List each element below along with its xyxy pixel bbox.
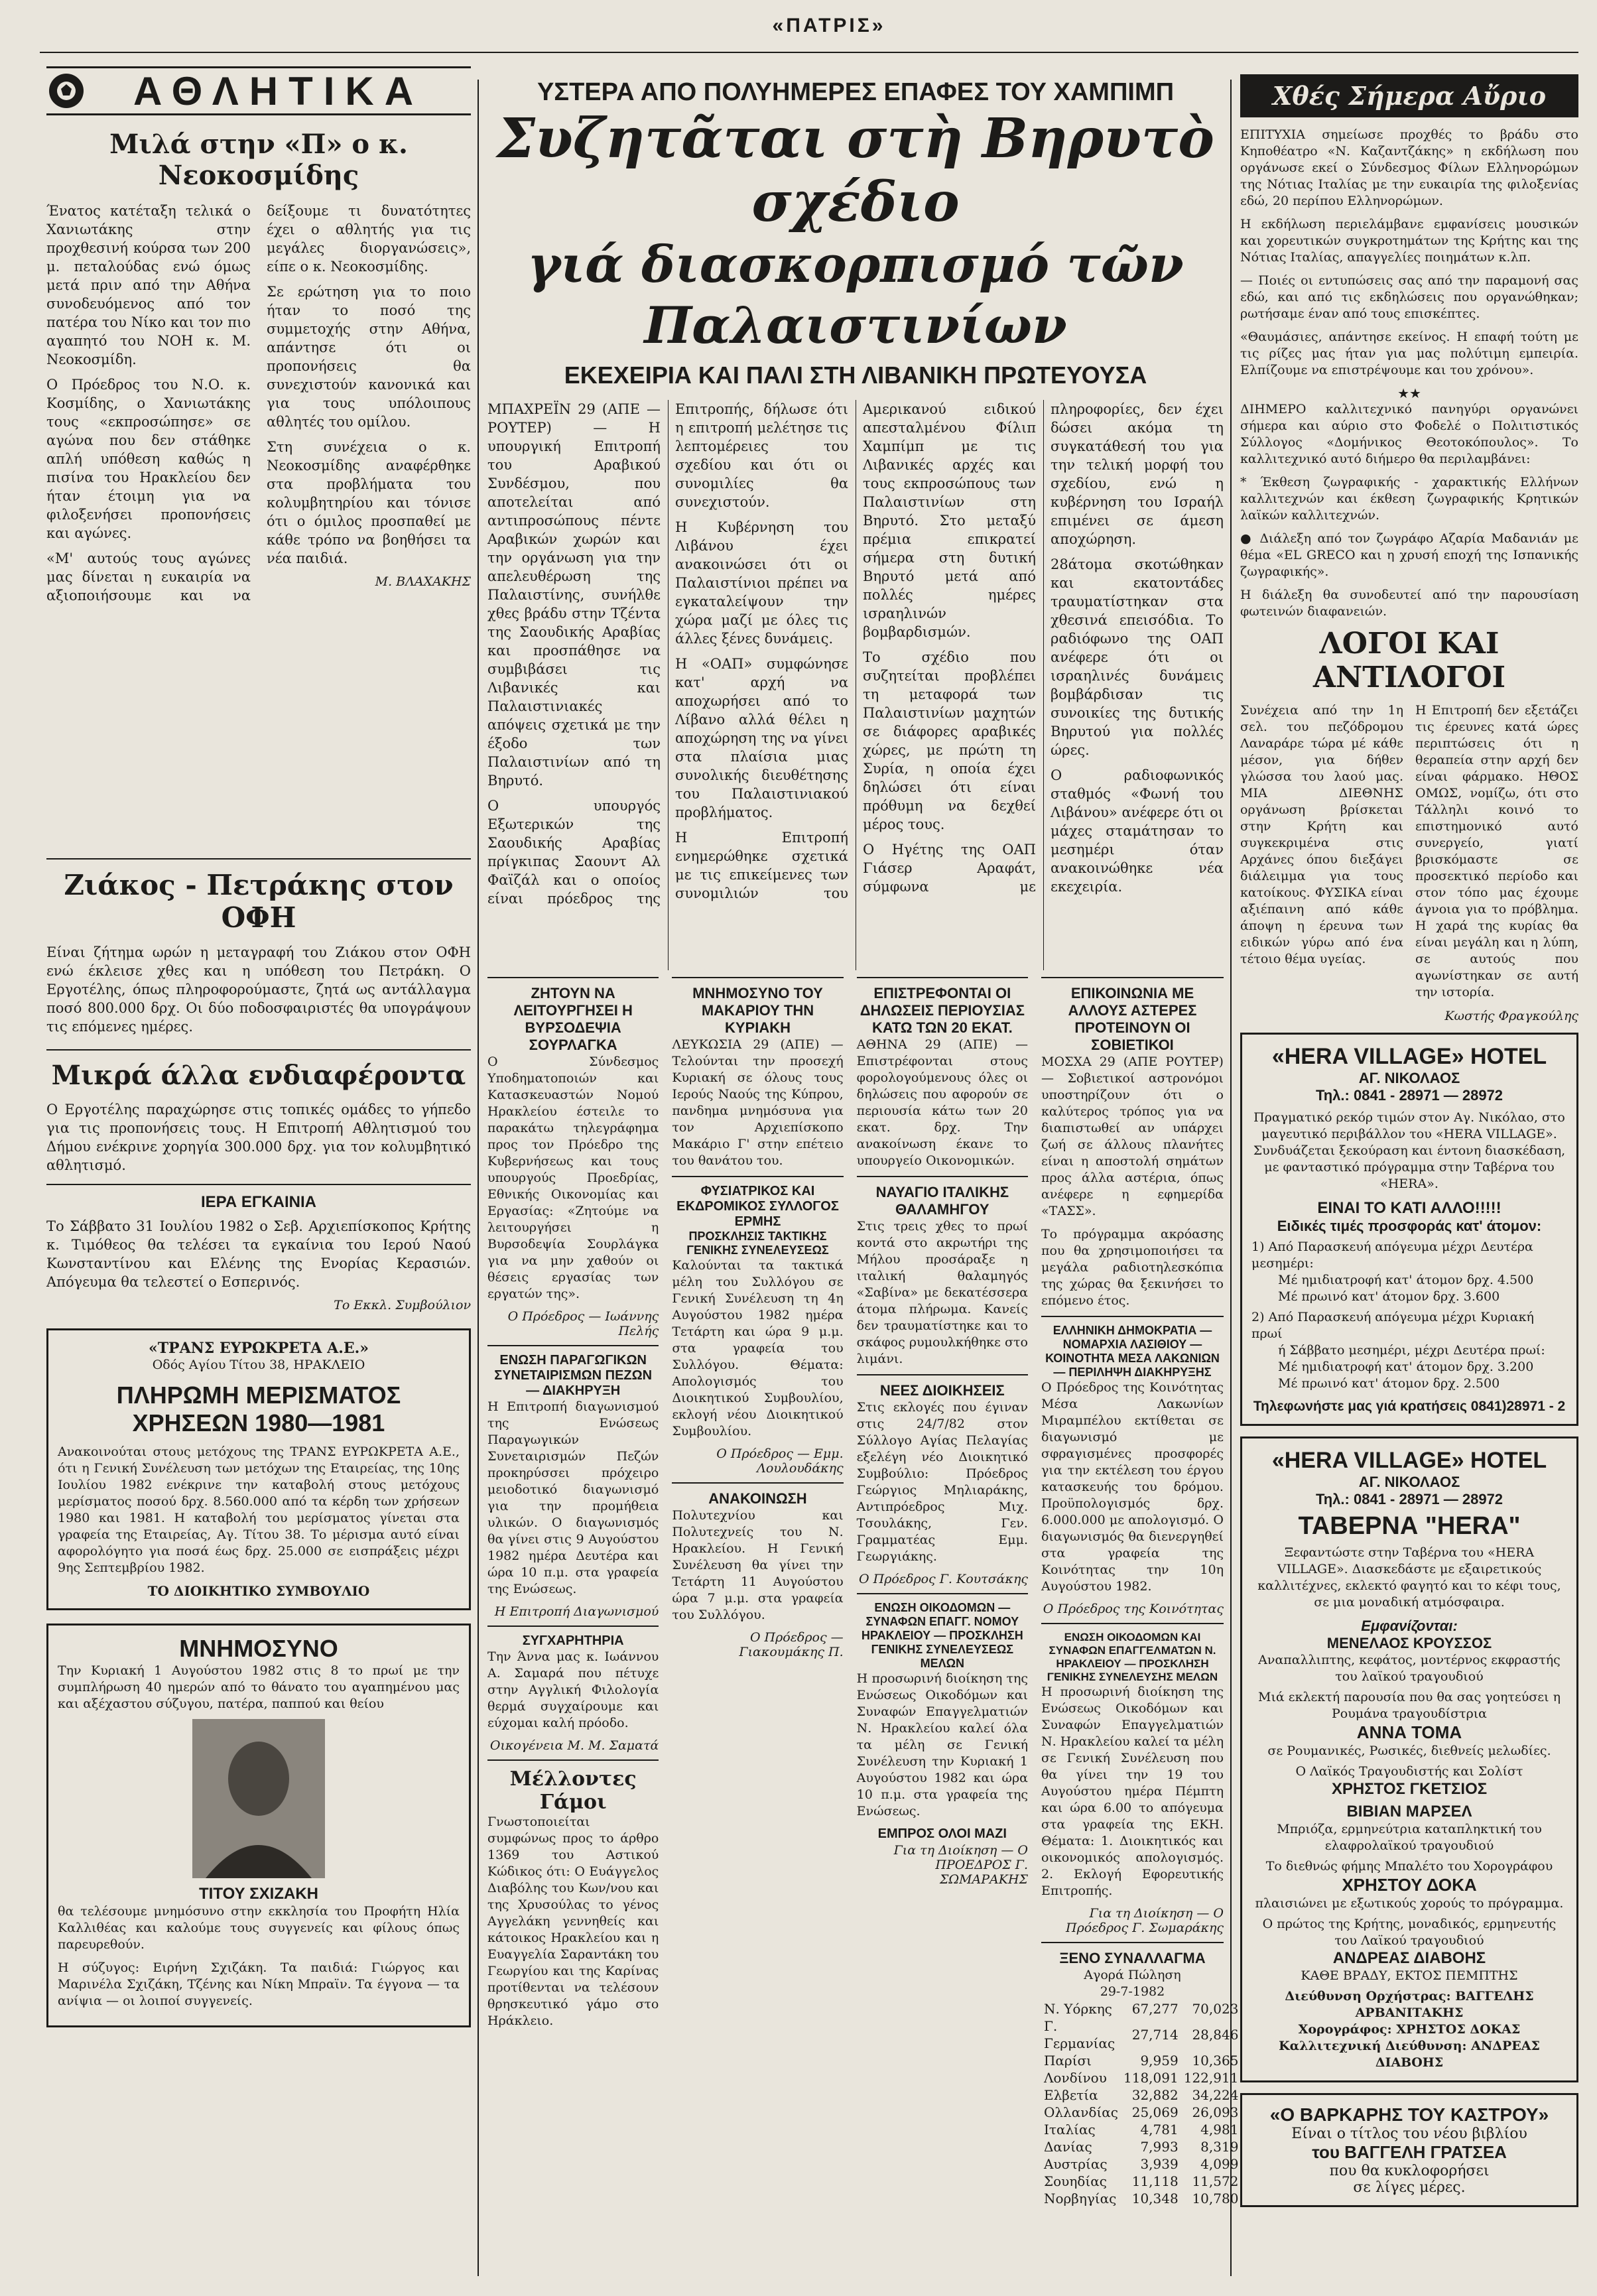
- union-headline: ΕΝΩΣΗ ΟΙΚΟΔΟΜΩΝ — ΣΥΝΑΦΩΝ ΕΠΑΓΓ. ΝΟΜΟΥ ΗΡΑΚΛΕΙΟΥ — ΠΡΟΣΚΛΗΣΗ ΓΕΝΙΚΗΣ ΣΥΝΕΛΕΥΣΕΩΣ ΜΕΛΩΝ: [857, 1593, 1028, 1671]
- sports-signature: Μ. ΒΛΑΧΑΚΗΣ: [375, 574, 471, 589]
- fx-row: [1041, 2155, 1241, 2173]
- congrats-body: Την Άννα μας κ. Ιωάννου Α. Σαμαρά που πέτυχε στην Αγγλική Φιλολογία θερμά συγχαίρουμε και εύχομαι καλή πρόοδο.: [487, 1649, 659, 1730]
- fx-currency: Νορβηγίας: [1043, 2191, 1117, 2206]
- fx-buy: 67,277: [1131, 2001, 1179, 2017]
- lower-col-a: [487, 977, 659, 2207]
- today-paragraph: ΕΠΙΤΥΧΙΑ σημείωσε προχθές το βράδυ στο Κηποθέατρο «Ν. Καζαντζάκης» η εκδήλωση που οργάνωσε εκεί ο Σύνδεσμος Φίλων Ελληνορώμων της Νότιας Ιταλίας με την ευκαιρία της φιλοξενίας εδώ, 20 περίπου Ελληνορώμων.: [1240, 127, 1578, 208]
- main-paragraph: ΜΠΑΧΡΕΪΝ 29 (ΑΠΕ — ΡΟΥΤΕΡ) — Η υπουργική Επιτροπή του Αραβικού Συνδέσμου, που αποτελείται από αντιπροσώπους πέντε Αραβικών χωρών και την οργάνωση για την απελευθέρωση της Παλαιστίνης, συνήλθε χθες βράδυ στην Τζέντα της Σαουδικής Αραβίας και προσπάθησε να συμβιβάσει τις Λιβανικές και Παλαιστινιακές απόψεις σχετικά με την έξοδο των Παλαιστινίων από τη Βηρυτό.: [487, 401, 661, 789]
- main-paragraph: Ο Ηγέτης της ΟΑΠ Γιάσερ Αραφάτ, σύμφωνα με πληροφορίες, δεν έχει δώσει ακόμα τη συγκατάθεσή του για την τελική μορφή του σχεδίου, ενώ η κυβέρνηση του Ισραήλ επιμένει σε άμεση αποχώρηση.: [863, 401, 1224, 895]
- artist-note: σε Ρουμανικές, Ρωσικές, διεθνείς μελωδίες.: [1267, 1744, 1551, 1758]
- dividend-signature: ΤΟ ΔΙΟΙΚΗΤΙΚΟ ΣΥΜΒΟΥΛΙΟ: [147, 1583, 370, 1599]
- tannery-signature: Ο Πρόεδρος — Ιωάννης Πελής: [507, 1309, 659, 1338]
- memorial-body-2: θα τελέσουμε μνημόσυνο στην εκκλησία του Προφήτη Ηλία Καλλιθέας και καλούμε τους συγγενείς και φίλους όπως παρευρεθούν.: [58, 1904, 460, 1952]
- farm-body: Η Επιτροπή διαγωνισμού της Ενώσεως Παραγωγικών Συνεταιρισμών Πεζών προκηρύσσει πρόχειρο μειοδοτικό διαγωνισμό για την προμήθεια υλικών. Ο διαγωνισμός θα γίνει στις 9 Αυγούστου 1982 ημέρα Δευτέρα και ώρα 10 π.μ. στα γραφεία της Ενώσεως.: [487, 1399, 659, 1596]
- memorial-notice: [46, 1624, 471, 2027]
- union-body: Η προσωρινή διοίκηση της Ενώσεως Οικοδόμων και Συναφών Επαγγελματιών Ν. Ηρακλείου καλεί όλα τα μέλη σε Γενική Συνέλευση την Κυριακή 1 Αυγούστου 1982 και ώρα 10 π.μ. στα γραφεία της Ενώσεως.: [856, 1671, 1028, 1818]
- lower-col-d: [1041, 977, 1239, 2207]
- returns-body: ΑΘΗΝΑ 29 (ΑΠΕ) — Επιστρέφονται στους φορολογούμενους όλες οι δηλώσεις που αφορούν σε περιουσία κάτω των 20 εκατ. δρχ. Την ανακοίνωση έκανε το υπουργείο Οικονομικών.: [856, 1037, 1028, 1168]
- fx-currency: Λονδίνου: [1043, 2070, 1107, 2086]
- today-banner: Χθές Σήμερα Αὔριο: [1240, 74, 1578, 117]
- fx-row: [1041, 2104, 1241, 2121]
- union-signature: Για τη Διοίκηση — Ο ΠΡΟΕΔΡΟΣ Γ. ΣΩΜΑΡΑΚΗΣ: [893, 1843, 1028, 1887]
- small-items-body: Ο Εργοτέλης παραχώρησε στις τοπικές ομάδες το γήπεδο για τις προπονήσεις τους. Η Επιτροπή Αθλητισμού του Δήμου ενέκρινε χορηγία 300.000 δρχ. για τον κολυμβητικό αθλητισμό.: [46, 1102, 471, 1173]
- artist-note: πλαισιώνει με εξωτικούς χορούς το πρόγραμμα.: [1255, 1896, 1564, 1911]
- memorial-family: Η σύζυγος: Ειρήνη Σχιζάκη. Τα παιδιά: Γιώργος και Μαρινέλα Σχιζάκη, Τζένης και Νίκη Μπραϊν. Τα έγγονα — τα ανίψια — οι λοιποί συγγενείς.: [58, 1960, 460, 2008]
- fx-row: [1041, 2017, 1241, 2052]
- artist-name: ΜΕΝΕΛΑΟΣ ΚΡΟΥΣΣΟΣ: [1326, 1635, 1492, 1651]
- fx-buy: 10,348: [1131, 2191, 1179, 2206]
- soviet-headline: ΕΠΙΚΟΙΝΩΝΙΑ ΜΕ ΑΛΛΟΥΣ ΑΣΤΕΡΕΣ ΠΡΟΤΕΙΝΟΥΝ ΟΙ ΣΟΒΙΕΤΙΚΟΙ: [1041, 977, 1224, 1054]
- main-headline: Συζητᾶται στὴ Βηρυτὸ σχέδιο: [497, 107, 1214, 234]
- memorial-name: ΤΙΤΟΥ ΣΧΙΖΑΚΗ: [199, 1885, 318, 1903]
- artist-note: Αναπαλλιπτης, κεφάτος, μοντέρνος εκφραστής του λαϊκού τραγουδιού: [1258, 1653, 1561, 1684]
- dividend-company: «ΤΡΑΝΣ ΕΥΡΩΚΡΕΤΑ Α.Ε.»: [148, 1340, 369, 1357]
- book-line: Είναι ο τίτλος του νέου βιβλίου: [1291, 2126, 1527, 2142]
- main-subhead: ΕΚΕΧΕΙΡΙΑ ΚΑΙ ΠΑΛΙ ΣΤΗ ΛΙΒΑΝΙΚΗ ΠΡΩΤΕΥΟΥΣΑ: [564, 361, 1147, 389]
- fx-sell: 4,099: [1200, 2156, 1239, 2172]
- fx-buy: 9,959: [1140, 2053, 1179, 2069]
- fx-sell: 8,319: [1200, 2139, 1239, 2155]
- right-column: [1240, 66, 1578, 2281]
- transfer-headline: Ζιάκος - Πετράκης στον ΟΦΗ: [46, 858, 471, 934]
- book-ad: [1240, 2093, 1578, 2207]
- book-line: που θα κυκλοφορήσει: [1329, 2163, 1490, 2179]
- fx-buy: 4,781: [1140, 2122, 1179, 2137]
- credit-line: Καλλιτεχνική Διεύθυνση: ΑΝΔΡΕΑΣ ΔΙΑΒΟΗΣ: [1279, 2039, 1540, 2070]
- price-line: Μέ ημιδιατροφή κατ' άτομον δρχ. 4.500: [1278, 1273, 1534, 1287]
- today-paragraph: * Έκθεση ζωγραφικής - χαρακτικής Ελλήνων καλλιτεχνών και έκθεση ζωγραφικής Κρητικών λαϊκών καλλιτεχνών.: [1240, 475, 1578, 523]
- union2-headline: ΕΝΩΣΗ ΟΙΚΟΔΟΜΩΝ ΚΑΙ ΣΥΝΑΦΩΝ ΕΠΑΓΓΕΛΜΑΤΩΝ Ν. ΗΡΑΚΛΕΙΟΥ — ΠΡΟΣΚΛΗΣΗ ΓΕΝΙΚΗΣ ΣΥΝΕΛΕΥΣΗΣ ΜΕΛΩΝ: [1041, 1623, 1224, 1684]
- artist-name: ΧΡΗΣΤΟΥ ΔΟΚΑ: [1342, 1875, 1477, 1895]
- shipwreck-body: Στις τρεις χθες το πρωί κοντά στο ακρωτήρι της Μήλου προσάραξε η ιταλική θαλαμηγός «Σαβίνα» με δεκατέσσερα άτομα πλήρωμα. Κανείς δεν τραυματίστηκε και το σκάφος ρυμουλκήθηκε στο λιμάνι.: [856, 1219, 1028, 1366]
- hotel-place: ΑΓ. ΝΙΚΟΛΑΟΣ: [1358, 1070, 1460, 1086]
- fx-sell: 10,365: [1192, 2053, 1239, 2069]
- hotel-phone: Τηλ.: 0841 - 28971 — 28972: [1315, 1087, 1503, 1104]
- fx-row: [1041, 2000, 1241, 2017]
- portrait-photo: [192, 1719, 325, 1878]
- boards-body: Στις εκλογές που έγιναν στις 24/7/82 στον Σύλλογο Αγίας Πελαγίας εξελέγη νέο Διοικητικό Συμβούλιο: Πρόεδρος Γεώργιος Μηλιαράκης, Αντιπρόεδρος Μιχ. Τσουλάκης, Γεν. Γραμματέας Εμμ. Γεωργιάκης.: [856, 1400, 1028, 1564]
- sports-article: [46, 202, 471, 852]
- main-article: [487, 400, 1224, 970]
- lower-col-c: [857, 977, 1028, 2207]
- fx-row: [1041, 2121, 1241, 2138]
- union2-body: Η προσωρινή διοίκηση της Ενώσεως Οικοδόμων και Συναφών Επαγγελματιών Ν. Ηρακλείου καλεί τα μέλη σε Γενική Συνέλευση που θα γίνει την 19 του Αυγούστου ημέρα Πέμπτη και ώρα 6.00 το απόγευμα στα γραφεία της ΕΚΗ. Θέματα: 1. Διοικητικός και οικονομικός απολογισμός. 2. Εκλογή Εφορευτικής Επιτροπής.: [1041, 1685, 1224, 1898]
- weddings-body: Γνωστοποιείται συμφώνως προς το άρθρο 1369 του Αστικού Κώδικος ότι: Ο Ευάγγελος Διαβόλης του Κων/νου και της Χρυσούλας το γένος Αγγελάκη γεννηθείς και κάτοικος Ηρακλείου και η Ευαγγελία Σαραντάκη του Γεωργίου και της Καρίνας προτίθενται να τελέσουν θρησκευτικό γάμο στο Ηράκλειο.: [487, 1815, 659, 2028]
- artist-name: ΒΙΒΙΑΝ ΜΑΡΣΕΛ: [1346, 1803, 1472, 1820]
- tender-signature: Ο Πρόεδρος της Κοινότητας: [1043, 1602, 1224, 1616]
- fx-date: 29-7-1982: [1100, 1984, 1165, 1999]
- fx-table-box: [1041, 1942, 1239, 2207]
- main-paragraph: Η Επιτροπή ενημερώθηκε σχετικά με τις επικείμενες των συνομιλιών του Αμερικανού ειδικού απεσταλμένου Φίλιπ Χαμπίμπ με τις Λιβανικές αρχές και τους εκπροσώπους των Παλαιστινίων στη Βηρυτό. Στο μεταξύ πρέμια επικρατεί σήμερα στη δυτική Βηρυτό μετά από πολλές ημέρες ισραηλινών βομβαρδισμών.: [675, 401, 1036, 901]
- fx-sell: 4,981: [1200, 2122, 1239, 2137]
- fx-buy: 7,993: [1140, 2139, 1179, 2155]
- artist-note: Το διεθνώς φήμης Μπαλέτο του Χορογράφου: [1265, 1859, 1553, 1874]
- sports-paragraph: «Μ' αυτούς τους αγώνες μας δίνεται η ευκαιρία να αξιοποιήσουμε και να δείξουμε τι δυνατότητες έχει ο αθλητής για τις μεγάλες διοργανώσεις», είπε ο κ. Νεοκοσμίδης.: [46, 203, 471, 604]
- fx-sell: 122,911: [1183, 2070, 1239, 2086]
- fx-row: [1041, 2069, 1241, 2086]
- lower-grid: [487, 977, 1239, 2207]
- announcement-headline: ΑΝΑΚΟΙΝΩΣΗ: [672, 1482, 843, 1507]
- hotel-ad-1: [1240, 1033, 1578, 1426]
- soviet-body: ΜΟΣΧΑ 29 (ΑΠΕ ΡΟΥΤΕΡ) — Σοβιετικοί αστρονόμοι υποστηρίζουν ότι ο καλύτερος τρόπος για να διαπιστωθεί αν υπάρχει ζωή σε άλλους πλανήτες είναι η αποστολή σημάτων προς άλλα αστέρια, όπως ανέφερε η εφημερίδα «ΤΑΣΣ».: [1041, 1054, 1224, 1218]
- price-line: 2) Από Παρασκευή απόγευμα μέχρι Κυριακή πρωί: [1251, 1310, 1534, 1341]
- artist-note: Ο Λαϊκός Τραγουδιστής και Σολίστ: [1295, 1764, 1523, 1779]
- credit-line: Χορογράφος: ΧΡΗΣΤΟΣ ΔΟΚΑΣ: [1298, 2022, 1521, 2037]
- fx-row: [1041, 2190, 1241, 2207]
- column-rule: [1230, 80, 1232, 2276]
- main-paragraph: Ο ραδιοφωνικός σταθμός «Φωνή του Λιβάνου» ανέφερε ότι οι μάχες σταμάτησαν το μεσημέρι όταν ανακοινώθηκε νέα εκεχειρία.: [1051, 767, 1224, 895]
- main-headline-2: γιά διασκορπισμό τῶν Παλαιστινίων: [527, 235, 1184, 355]
- fx-buy: 32,882: [1131, 2087, 1179, 2103]
- book-line: σε λίγες μέρες.: [1353, 2179, 1466, 2196]
- dividend-subtitle: ΧΡΗΣΕΩΝ 1980—1981: [132, 1409, 385, 1436]
- club-subhead: ΠΡΟΣΚΛΗΣΙΣ ΤΑΚΤΙΚΗΣ ΓΕΝΙΚΗΣ ΣΥΝΕΛΕΥΣΕΩΣ: [686, 1230, 829, 1257]
- artist-name: ΑΝΝΑ ΤΟΜΑ: [1356, 1722, 1462, 1742]
- sports-paragraph: Στη συνέχεια ο κ. Νεοκοσμίδης αναφέρθηκε στα προβλήματα του κολυμβητηρίου και τόνισε ότι ο όμιλος προσπαθεί με κάθε τρόπο να βοηθήσει τα νέα παιδιά.: [267, 439, 471, 566]
- opinion-article: [1240, 702, 1578, 1007]
- price-line: 1) Από Παρασκευή απόγευμα μέχρι Δευτέρα μεσημέρι:: [1251, 1240, 1533, 1271]
- hotel-offer-sub: Ειδικές τιμές προσφοράς κατ' άτομον:: [1277, 1218, 1542, 1234]
- tender-body: Ο Πρόεδρος της Κοινότητας Μέσα Λακωνίων Μιραμπέλου εκτίθεται σε διαγωνισμό με σφραγισμένες προσφορές για την εκτέλεση του έργου κατασκευής του δρόμου. Προϋπολογισμός δρχ. 6.000.000 με απολογισμό. Ο διαγωνισμός θα διενεργηθεί στα γραφεία της Κοινότητας την 10η Αυγούστου 1982.: [1041, 1380, 1224, 1594]
- fx-currency: Ελβετία: [1043, 2087, 1098, 2103]
- fx-sell: 34,224: [1192, 2087, 1239, 2103]
- artist-name: ΑΝΔΡΕΑΣ ΔΙΑΒΟΗΣ: [1332, 1949, 1486, 1967]
- fx-buy: 118,091: [1123, 2070, 1179, 2086]
- credit-line: Διεύθυνση Ορχήστρας: ΒΑΓΓΕΛΗΣ ΑΡΒΑΝΙΤΑΚΗΣ: [1285, 1989, 1534, 2020]
- opinion-signature: Κωστής Φραγκούλης: [1444, 1009, 1578, 1023]
- farm-headline: ΕΝΩΣΗ ΠΑΡΑΓΩΓΙΚΩΝ ΣΥΝΕΤΑΙΡΙΣΜΩΝ ΠΕΖΩΝ — ΔΙΑΚΗΡΥΞΗ: [487, 1345, 659, 1399]
- main-paragraph: Η «ΟΑΠ» συμφώνησε κατ' αρχή να αποχωρήσει από το Λίβανο αλλά θέλει η αποχώρηση της να γίνει στα πλαίσια μιας συνολικής διευθέτησης του Παλαιστινιακού προβλήματος.: [675, 656, 848, 820]
- fx-row: [1041, 2173, 1241, 2190]
- soviet-body-2: Το πρόγραμμα ακρόασης που θα χρησιμοποιήσει τα μεγάλα ραδιοτηλεσκόπια της χώρας θα ξεκινήσει το επόμενο έτος.: [1041, 1227, 1224, 1308]
- dividend-notice: [46, 1328, 471, 1610]
- hotel-intro: Πραγματικό ρεκόρ τιμών στον Αγ. Νικόλαο, στο μαγευτικό περιβάλλον του «HERA VILLAGE». Συνδυάζεται ξεκούραση και έντονη διασκέδαση, με φανταστικό πρόγραμμα στην Ταβέρνα του «HERA».: [1253, 1110, 1566, 1191]
- sports-paragraph: Σε ερώτηση για το ποιο ήταν το ποσό της συμμετοχής στην Αθήνα, απάντησε ότι οι προπονήσεις θα συνεχιστούν κανονικά και για τους υπόλοιπους αθλητές του ομίλου.: [267, 284, 471, 430]
- artist-name: ΧΡΗΣΤΟΣ ΓΚΕΤΣΙΟΣ: [1331, 1780, 1488, 1798]
- union-slogan: ΕΜΠΡΟΣ ΟΛΟΙ ΜΑΖΙ: [877, 1826, 1007, 1841]
- fx-title: ΞΕΝΟ ΣΥΝΑΛΛΑΓΜΑ: [1059, 1950, 1206, 1966]
- congrats-signature: Οικογένεια Μ. Μ. Σαματά: [489, 1738, 659, 1753]
- fx-buy: 25,069: [1131, 2104, 1179, 2120]
- fx-buy: 27,714: [1131, 2027, 1179, 2043]
- fx-currency: Ιταλίας: [1043, 2122, 1096, 2137]
- today-paragraph: — Ποιές οι εντυπώσεις σας από την παραμονή σας εδώ, και από τις εκδηλώσεις που οργανώθηκαν; ρωτήσαμε έναν από τους επισκέπτες.: [1240, 273, 1578, 321]
- tannery-body: Ο Σύνδεσμος Υποδηματοποιών και Κατασκευαστών Νομού Ηρακλείου έστειλε το παρακάτω τηλεγράφημα προς τον Πρόεδρο της Κυβερνήσεως και τους υπουργούς Προεδρίας, Εθνικής Οικονομίας και Εργασίας: «Ζητούμε να λειτουργήσει η Βυρσοδεψία Σουρλάγκα για να μην χαθούν οι θέσεις εργασίας των εργατών της».: [487, 1054, 659, 1301]
- hotel-booking: Τηλεφωνήστε μας γιά κρατήσεις 0841)28971 - 2: [1253, 1399, 1566, 1414]
- divider-stars: ★★: [1397, 385, 1421, 401]
- today-paragraph: Η διάλεξη θα συνοδευτεί από την παρουσίαση φωτεινών διαφανειών.: [1240, 588, 1578, 619]
- hotel-phone: Τηλ.: 0841 - 28971 — 28972: [1315, 1491, 1503, 1507]
- fx-sell: 11,572: [1192, 2173, 1239, 2189]
- transfer-body: Είναι ζήτημα ωρών η μεταγραφή του Ζιάκου στον ΟΦΗ ενώ έκλεισε χθες και η υπόθεση του Πετράκη. Ο Εργοτέλης, όπως πληροφορούμαστε, ζητά ως αντάλλαγμα ποσό 800.000 δρχ. Οι δύο ποδοσφαιριστές θα υπογράψουν τις επόμενες ημέρες.: [46, 944, 471, 1035]
- boards-signature: Ο Πρόεδρος Γ. Κουτσάκης: [859, 1572, 1028, 1586]
- tannery-headline: ΖΗΤΟΥΝ ΝΑ ΛΕΙΤΟΥΡΓΗΣΕΙ Η ΒΥΡΣΟΔΕΨΙΑ ΣΟΥΡΛΑΓΚΑ: [487, 977, 659, 1054]
- memorial2-headline: ΜΝΗΜΟΣΥΝΟ ΤΟΥ ΜΑΚΑΡΙΟΥ ΤΗΝ ΚΥΡΙΑΚΗ: [672, 977, 843, 1037]
- church-body: Το Σάββατο 31 Ιουλίου 1982 ο Σεβ. Αρχιεπίσκοπος Κρήτης κ. Τιμόθεος θα τελέσει τα εγκαίνια του Ιερού Ναού Κωνσταντίνου και Ελένης της Ενορίας Κερασιών. Απόγευμα θα τελεστεί ο Εσπερινός.: [46, 1218, 471, 1290]
- union2-signature: Για τη Διοίκηση — Ο Πρόεδρος Γ. Σωμαράκης: [1066, 1906, 1224, 1935]
- tender-title: ΕΛΛΗΝΙΚΗ ΔΗΜΟΚΡΑΤΙΑ — ΝΟΜΑΡΧΙΑ ΛΑΣΙΘΙΟΥ — ΚΟΙΝΟΤΗΤΑ ΜΕΣΑ ΛΑΚΩΝΙΩΝ — ΠΕΡΙΛΗΨΗ ΔΙΑΚΗΡΥΞΗΣ: [1041, 1316, 1224, 1379]
- club-signature: Ο Πρόεδρος — Εμμ. Λουλουδάκης: [716, 1446, 844, 1476]
- fx-sell: 26,093: [1192, 2104, 1239, 2120]
- masthead: «ΠΑΤΡΙΣ»: [772, 15, 886, 36]
- hotel-title: «HERA VILLAGE» HOTEL: [1271, 1044, 1547, 1069]
- dividend-title: ΠΛΗΡΩΜΗ ΜΕΡΙΣΜΑΤΟΣ: [116, 1381, 401, 1409]
- taverna-intro: Ξεφαντώστε στην Ταβέρνα του «HERA VILLAGE». Διασκεδάστε με εξαιρετικούς καλλιτέχνες, εκλεκτό φαγητό και το κέφι τους, σε μια μοναδική ατμόσφαιρα.: [1257, 1545, 1561, 1610]
- fx-buy: 11,118: [1131, 2173, 1179, 2189]
- hotel-title: «HERA VILLAGE» HOTEL: [1271, 1448, 1547, 1473]
- main-paragraph: 28άτομα σκοτώθηκαν και εκατοντάδες τραυματίστηκαν στα χθεσινά επεισόδια. Το ραδιόφωνο της ΟΑΠ ανέφερε ότι οι ισραηλινές δυνάμεις βομβάρδισαν τις συνοικίες της δυτικής Βηρυτού για πολλές ώρες.: [1051, 556, 1224, 758]
- main-column: [487, 66, 1239, 2281]
- fx-sell: 70,023: [1192, 2001, 1239, 2017]
- dividend-body: Ανακοινούται στους μετόχους της ΤΡΑΝΣ ΕΥΡΩΚΡΕΤΑ Α.Ε., ότι η Γενική Συνέλευση των μετόχων της Εταιρείας, της 10ης Ιουλίου 1982 ενέκρινε την καταβολή στους μετόχους μερίσματος ποσού δρχ. 8.560.000 από τα κέρδη των χρήσεων 1980 και 1981. Η καταβολή του μερίσματος γίνεται στα γραφεία της Εταιρείας, Αγ. Τίτου 38. Το μέρισμα αυτό είναι αφορολόγητο για ποσά έως δρχ. 25.000 σε εισπράξεις μέχρι 9ης Σεπτεμβρίου 1982.: [58, 1444, 460, 1575]
- main-kicker: ΥΣΤΕΡΑ ΑΠΟ ΠΟΛΥΗΜΕΡΕΣ ΕΠΑΦΕΣ ΤΟΥ ΧΑΜΠΙΜΠ: [537, 78, 1175, 106]
- memorial-body: Την Κυριακή 1 Αυγούστου 1982 στις 8 το πρωί με την συμπλήρωση 40 ημερών από το θάνατο του αγαπημένου μας και αξέχαστου σύζυγου, πατέρα, παππού και θείου: [58, 1663, 460, 1711]
- column-rule: [478, 80, 479, 2276]
- price-line: ή Σάββατο μεσημέρι, μέχρι Δευτέρα πρωί:: [1278, 1343, 1545, 1358]
- fx-currency: Παρίσι: [1043, 2053, 1092, 2069]
- today-paragraph: ΔΙΗΜΕΡΟ καλλιτεχνικό πανηγύρι οργανώνει σήμερα και αύριο στο Φοδελέ ο Πολιτιστικός Σύλλογος «Δομήνικος Θεοτοκόπουλος». Το καλλιτεχνικό αυτό διήμερο θα περιλαμβάνει:: [1240, 402, 1578, 466]
- sports-section-title: ΑΘΛΗΤΙΚΑ: [133, 68, 424, 113]
- boards-headline: ΝΕΕΣ ΔΙΟΙΚΗΣΕΙΣ: [857, 1374, 1028, 1399]
- main-paragraph: Η Κυβέρνηση του Λιβάνου έχει ανακοινώσει ότι οι Παλαιστίνιοι πρέπει να εγκαταλείψουν την χώρα μαζί με όλες τις άλλες ξένες δυνάμεις.: [675, 519, 848, 647]
- dividend-address: Οδός Αγίου Τίτου 38, ΗΡΑΚΛΕΙΟ: [152, 1358, 365, 1372]
- sports-banner: [46, 66, 471, 115]
- sports-paragraph: Ένατος κατέταξη τελικά ο Χανιωτάκης στην προχθεσινή κούρσα των 200 μ. πεταλούδας ενώ όμως μετά πριν από την Αθήνα συνοδευόμενος από τον πατέρα του Νίκο και τον πιο αγαπητό του ΝΟΗ κ. Μ. Νεοκοσμίδη.: [46, 203, 251, 367]
- opinion-col-1: Συνέχεια από την 1η σελ. του πεζόδρομου Λαναράρε τώρα μέ κάθε μέσον, για δήθεν γλώσσα του λαού μας. ΜΙΑ ΔΙΕΘΝΗΣ οργάνωση βρίσκεται στην Κρήτη και συγκεκριμένα στις Αρχάνες όπου διεξάγει διάλειμμα για τους κατοίκους. ΦΥΣΙΚΑ είναι αξιέπαινη από κάθε άποψη η έρευνα των ειδικών γύρω από ένα τέτοιο θέμα υγείας.: [1240, 703, 1403, 966]
- book-author: του ΒΑΓΓΕΛΗ ΓΡΑΤΣΕΑ: [1312, 2142, 1507, 2162]
- price-line: Μέ πρωινό κατ' άτομον δρχ. 3.600: [1278, 1289, 1500, 1304]
- fx-sell: 28,846: [1192, 2027, 1239, 2043]
- congrats-headline: ΣΥΓΧΑΡΗΤΗΡΙΑ: [487, 1626, 659, 1649]
- fx-currency: Σουηδίας: [1043, 2173, 1107, 2189]
- price-line: Μέ πρωινό κατ' άτομον δρχ. 2.500: [1278, 1376, 1500, 1391]
- fx-sell: 10,780: [1192, 2191, 1239, 2206]
- lower-col-b: [672, 977, 843, 2207]
- fx-table: [1041, 2000, 1241, 2207]
- club-body: Καλούνται τα τακτικά μέλη του Συλλόγου σε Γενική Συνέλευση τη 4η Αυγούστου 1982 ημέρα Τετάρτη και ώρα 9 μ.μ. στα γραφεία του Συλλόγου. Θέματα: Απολογισμός του Διοικητικού Συμβουλίου, εκλογή νέου Διοικητικού Συμβουλίου.: [672, 1258, 844, 1438]
- fx-buy: 3,939: [1140, 2156, 1179, 2172]
- fx-currency: Αυστρίας: [1043, 2156, 1108, 2172]
- fx-row: [1041, 2052, 1241, 2069]
- hotel-offer-headline: ΕΙΝΑΙ ΤΟ ΚΑΤΙ ΑΛΛΟ!!!!!: [1317, 1199, 1501, 1217]
- memorial2-body: ΛΕΥΚΩΣΙΑ 29 (ΑΠΕ) — Τελούνται την προσεχή Κυριακή σε όλους τους Ιερούς Ναούς της Κύπρου, πανδημα μνημόσυνα για τον Αρχιεπίσκοπο Μακάριο Γ' στην επέτειο του θανάτου του.: [672, 1037, 844, 1168]
- today-paragraph: «Θαυμάσιες, απάντησε εκείνος. Η επαφή τούτη με τις ρίζες μας ήταν για μας πολύτιμη εμπειρία. Ελπίζουμε να επιστρέψουμε και του χρόνου».: [1240, 330, 1578, 377]
- farm-signature: Η Επιτροπή Διαγωνισμού: [494, 1604, 659, 1619]
- fx-currency: Ν. Υόρκης: [1043, 2001, 1112, 2017]
- main-paragraph: Ο υπουργός Εξωτερικών της Σαουδικής Αραβίας πρίγκιπας Σαουντ Αλ Φαϊζάλ και ο οποίος είναι πρόεδρος της Επιτροπής, δήλωσε ότι η επιτροπή μελέτησε τις λεπτομέρειες του σχεδίου και ότι οι συνομιλίες θα συνεχιστούν.: [487, 401, 848, 907]
- opinion-col-2: Η Επιτροπή δεν εξετάζει τις έρευνες κατά ώρες περιπτώσεις ότι η θεραπεία στην αρχή δεν είναι φάρμακο. ΗΘΟΣ ΟΜΩΣ, νομίζω, ότι στο Τάλληλι κοινό το επιστημονικό αυτό συνεργείο, γιατί βρισκόμαστε σε προσεκτικό περίοδο και στον τόπο μας έχουμε άγνοια για το πρόβλημα. Η χαρά της κυρίας θα είναι μεγάλη και η λύπη, σε αυτούς που αγωνίστηκαν σε αυτή την ιστορία.: [1415, 703, 1578, 999]
- sports-headline: Μιλά στην «Π» ο κ. Νεοκοσμίδης: [109, 129, 408, 191]
- book-title: «Ο ΒΑΡΚΑΡΗΣ ΤΟΥ ΚΑΣΤΡΟΥ»: [1269, 2104, 1549, 2125]
- today-paragraph: ● Διάλεξη από τον ζωγράφο Αζαρία Μαδανιάν με θέμα «EL GRECO και η χρυσή εποχή της Ισπανικής ζωγραφικής».: [1240, 531, 1578, 579]
- taverna-appear: Εμφανίζονται:: [1361, 1618, 1458, 1634]
- artist-note: Μπριόζα, ερμηνεύτρια καταπληκτική του ελαφρολαϊκού τραγουδιού: [1277, 1822, 1542, 1853]
- hotel-place: ΑΓ. ΝΙΚΟΛΑΟΣ: [1358, 1474, 1460, 1490]
- hotel-ad-2: [1240, 1436, 1578, 2082]
- artist-note: Ο πρώτος της Κρήτης, μοναδικός, ερμηνευτής του Λαϊκού τραγουδιού: [1262, 1917, 1557, 1948]
- main-paragraph: Το σχέδιο που συζητείται προβλέπει τη μεταφορά των Παλαιστινίων μαχητών σε διάφορες αραβικές χώρες, με πρώτη τη Συρία, η οποία έχει δηλώσει ότι είναι πρόθυμη να δεχθεί μέρος τους.: [863, 649, 1036, 832]
- fx-currency: Ολλανδίας: [1043, 2104, 1118, 2120]
- shipwreck-headline: ΝΑΥΑΓΙΟ ΙΤΑΛΙΚΗΣ ΘΑΛΑΜΗΓΟΥ: [857, 1176, 1028, 1218]
- football-icon: [46, 71, 86, 111]
- announcement-body: Πολυτεχνίου και Πολυτεχνείς του Ν. Ηρακλείου. Η Γενική Συνέλευση θα γίνει την Τετάρτη 11 Αυγούστου ώρα 7 μ.μ. στα γραφεία του Συλλόγου.: [672, 1508, 844, 1622]
- memorial-title: ΜΝΗΜΟΣΥΝΟ: [179, 1635, 338, 1662]
- church-headline: ΙΕΡΑ ΕΓΚΑΙΝΙΑ: [46, 1184, 471, 1212]
- opinion-headline: ΛΟΓΟΙ ΚΑΙ ΑΝΤΙΛΟΓΟΙ: [1312, 627, 1506, 694]
- church-signature: Το Εκκλ. Συμβούλιον: [334, 1298, 471, 1312]
- returns-headline: ΕΠΙΣΤΡΕΦΟΝΤΑΙ ΟΙ ΔΗΛΩΣΕΙΣ ΠΕΡΙΟΥΣΙΑΣ ΚΑΤΩ ΤΩΝ 20 ΕΚΑΤ.: [857, 977, 1028, 1037]
- fx-subtitle: Αγορά Πώληση: [1084, 1968, 1181, 1982]
- artist-note: Μιά εκλεκτή παρουσία που θα σας γοητεύσει η Ρουμάνα τραγουδίστρια: [1257, 1690, 1561, 1721]
- club-headline: ΦΥΣΙΑΤΡΙΚΟΣ ΚΑΙ ΕΚΔΡΟΜΙΚΟΣ ΣΥΛΛΟΓΟΣ ΕΡΜΗΣ: [672, 1176, 843, 1230]
- show-schedule: ΚΑΘΕ ΒΡΑΔΥ, ΕΚΤΟΣ ΠΕΜΠΤΗΣ: [1301, 1968, 1518, 1983]
- weddings-headline: Μέλλοντες Γάμοι: [487, 1759, 659, 1814]
- taverna-title: ΤΑΒΕΡΝΑ "ΗΕRΑ": [1298, 1512, 1521, 1540]
- sports-column: [46, 66, 471, 2281]
- small-items-headline: Μικρά άλλα ενδιαφέροντα: [46, 1049, 471, 1091]
- fx-currency: Δανίας: [1043, 2139, 1092, 2155]
- top-rule: [40, 52, 1578, 53]
- sports-paragraph: Ο Πρόεδρος του Ν.Ο. κ. Κοσμίδης, ο Χανιωτάκης τους «εκπροσώπησε» σε αγώνα που δεν στάθηκε απλή υπόθεση καθώς η πισίνα του Ηρακλείου δεν ήταν έτοιμη για να φιλοξενήσει προπονήσεις και αγώνες.: [46, 377, 251, 541]
- price-line: Μέ ημιδιατροφή κατ' άτομον δρχ. 3.200: [1278, 1360, 1534, 1374]
- fx-row: [1041, 2138, 1241, 2155]
- today-paragraph: Η εκδήλωση περιελάμβανε εμφανίσεις μουσικών και χορευτικών συγκροτημάτων της Κρήτης και της Νότιας Ιταλίας, απαγγελίες ποιημάτων κ.λπ.: [1240, 217, 1578, 265]
- fx-currency: Γ. Γερμανίας: [1043, 2018, 1116, 2051]
- announcement-signature: Ο Πρόεδρος — Γιακουμάκης Π.: [739, 1630, 844, 1659]
- fx-row: [1041, 2086, 1241, 2104]
